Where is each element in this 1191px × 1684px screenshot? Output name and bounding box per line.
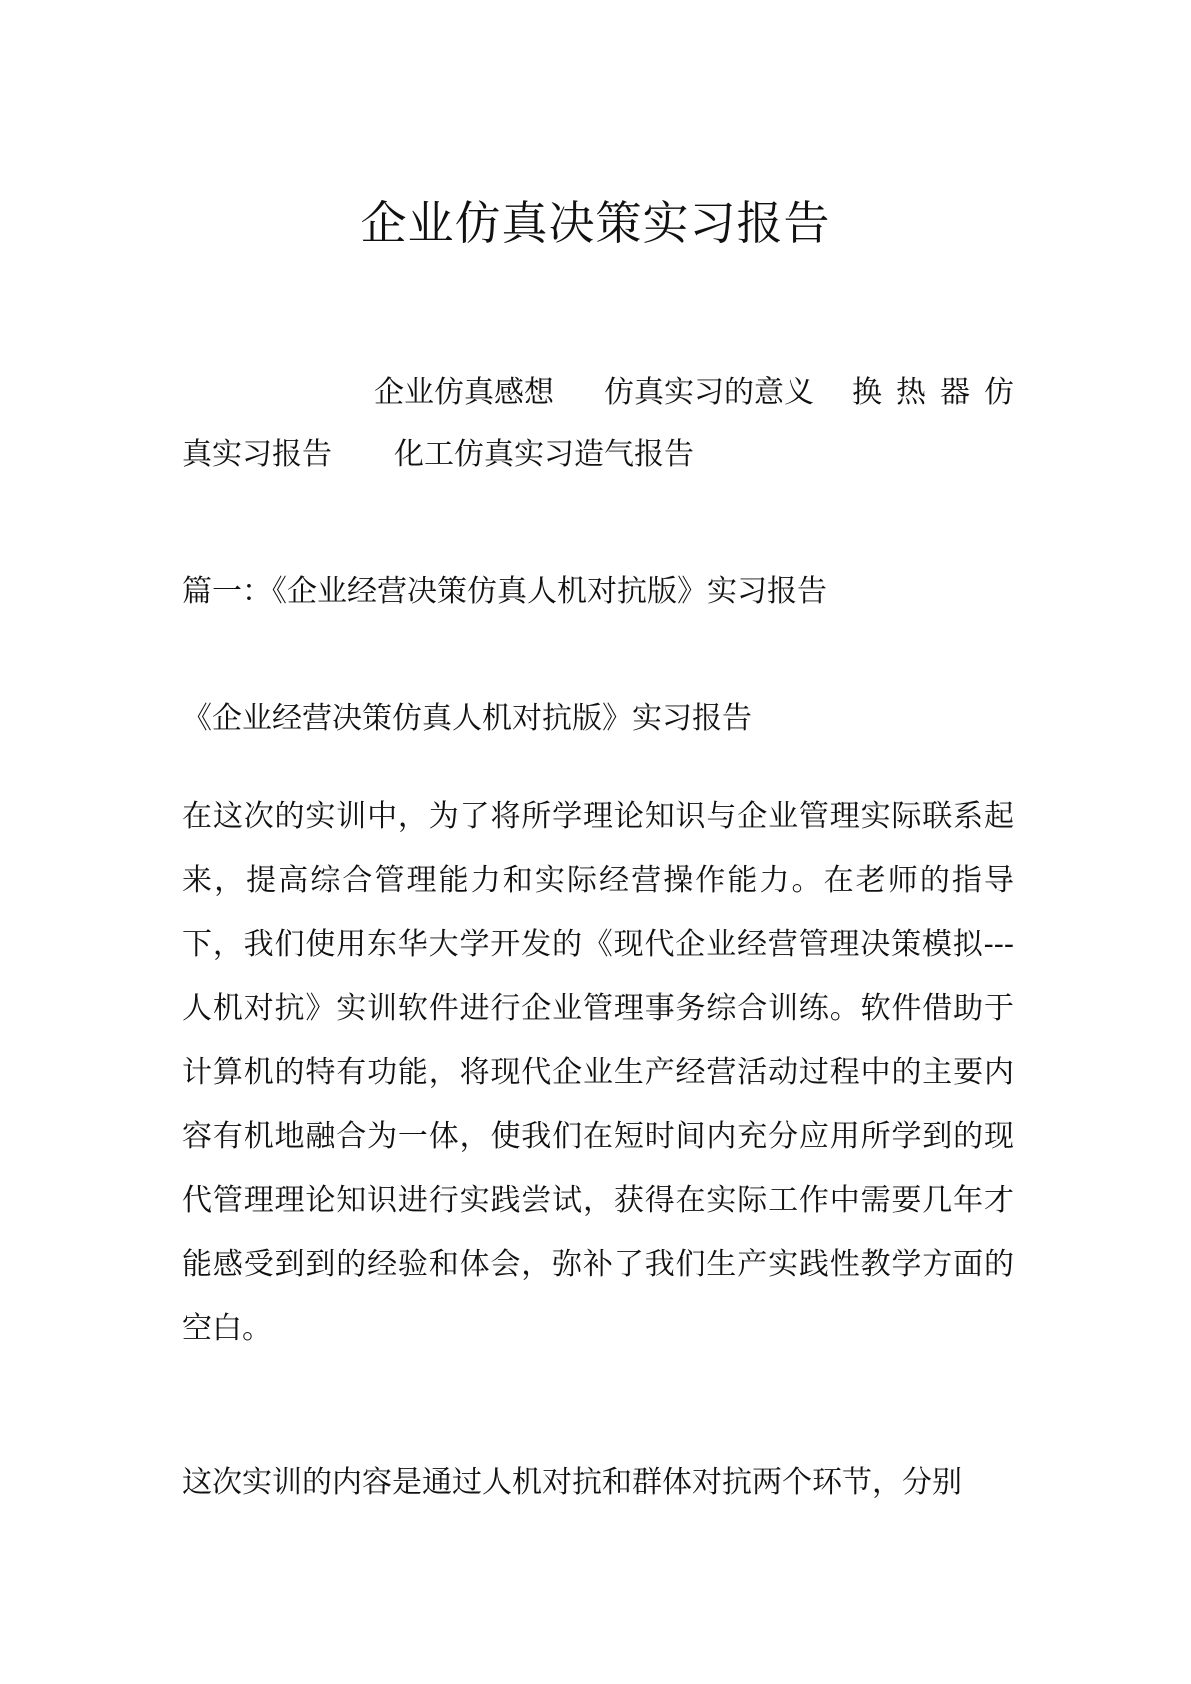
- keyword-2: 仿真实习的意义: [604, 375, 814, 410]
- paragraph-1: 在这次的实训中，为了将所学理论知识与企业管理实际联系起来，提高综合管理能力和实际经营操作能力。在老师的指导下，我们使用东华大学开发的《现代企业经营管理决策模拟---人机对抗》实训软件进行企业管理事务综合训练。软件借助于计算机的特有功能，将现代企业生产经营活动过程中的主要内容有机地融合为一体，使我们在短时间内充分应用所学到的现代管理理论知识进行实践尝试，获得在实际工作中需要几年才能感受到到的经验和体会，弥补了我们生产实践性教学方面的空白。: [182, 799, 1014, 1346]
- document-title: 企业仿真决策实习报告: [360, 196, 831, 250]
- keyword-1: 企业仿真感想: [374, 375, 554, 410]
- section-heading: 篇一：《企业经营决策仿真人机对抗版》实习报告: [182, 574, 827, 609]
- keyword-3-part-1: 换热器仿: [852, 375, 1028, 410]
- paragraph-2: 这次实训的内容是通过人机对抗和群体对抗两个环节，分别: [182, 1465, 962, 1500]
- keyword-line-1: [182, 375, 1028, 418]
- sub-heading: 《企业经营决策仿真人机对抗版》实习报告: [182, 701, 752, 736]
- keyword-line-2: [182, 437, 1014, 480]
- keyword-4: 化工仿真实习造气报告: [394, 437, 694, 472]
- keyword-3-part-2: 真实习报告: [182, 437, 332, 472]
